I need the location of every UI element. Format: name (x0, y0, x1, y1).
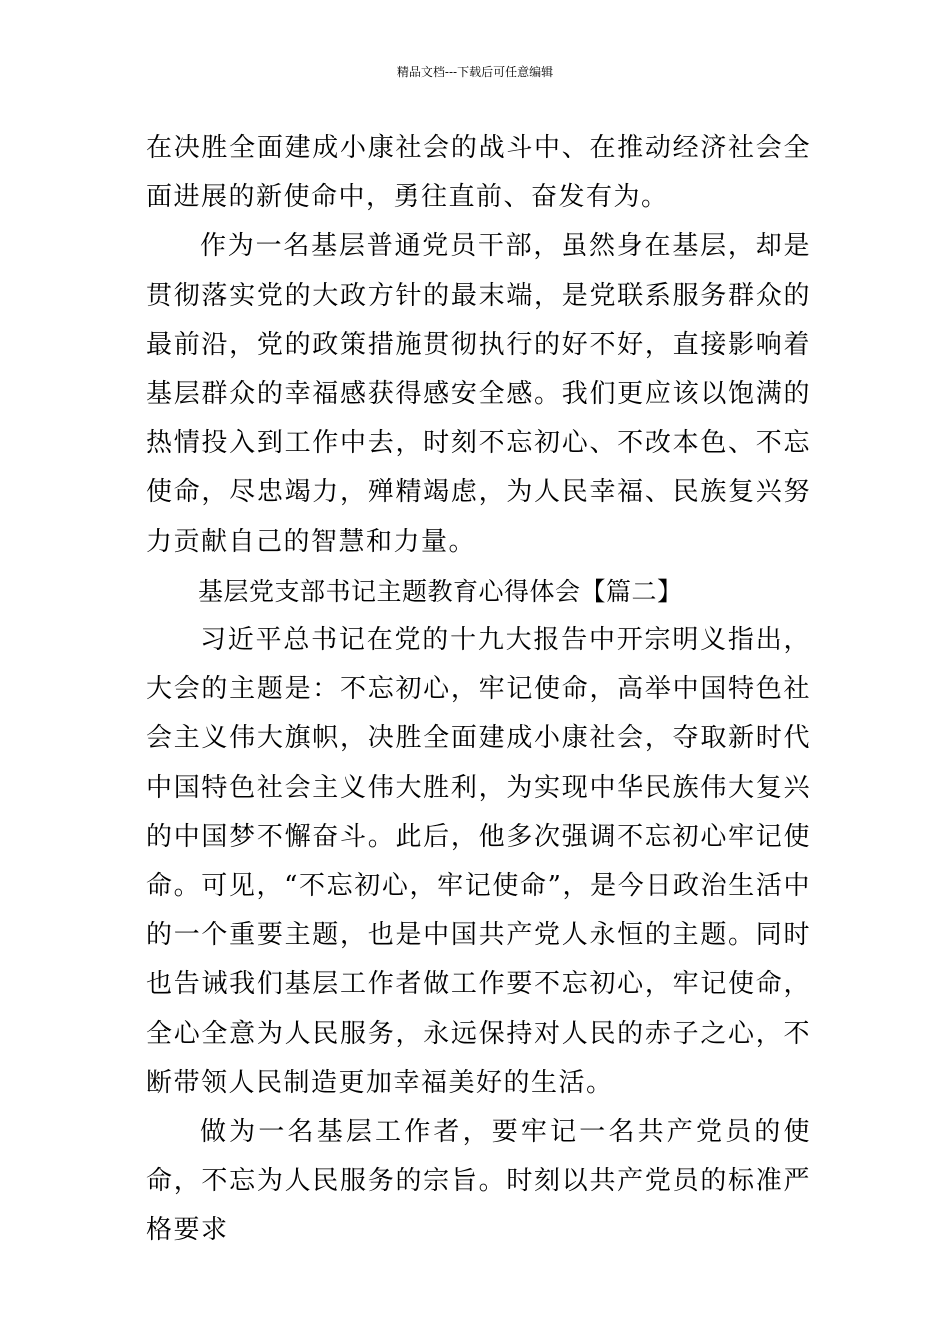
section-title: 基层党支部书记主题教育心得体会【篇二】 (198, 576, 683, 606)
paragraph-nineteenth-congress: 习近平总书记在党的十九大报告中开宗明义指出，大会的主题是：不忘初心，牢记使命，高举中国特色社会主义伟大旗帜，决胜全面建成小康社会，夺取新时代中国特色社会主义伟大胜利，为实现中华民族伟大复兴的中国梦不懈奋斗。此后，他多次强调不忘初心牢记使命。可见，“不忘初心，牢记使命”，是今日政治生活中的一个重要主题，也是中国共产党人永恒的主题。同时也告诫我们基层工作者做工作要不忘初心，牢记使命，全心全意为人民服务，永远保持对人民的赤子之心，不断带领人民制造更加幸福美好的生活。 (146, 625, 811, 1098)
paragraph-grassroots-worker: 做为一名基层工作者，要牢记一名共产党员的使命，不忘为人民服务的宗旨。时刻以共产党员的标准严格要求 (146, 1117, 811, 1246)
page-header: 精品文档---下载后可任意编辑 (396, 65, 554, 79)
paragraph-grassroots-cadre: 作为一名基层普通党员干部，虽然身在基层，却是贯彻落实党的大政方针的最末端，是党联系服务群众的最前沿，党的政策措施贯彻执行的好不好，直接影响着基层群众的幸福感获得感安全感。我们更应该以饱满的热情投入到工作中去，时刻不忘初心、不改本色、不忘使命，尽忠竭力，殚精竭虑，为人民幸福、民族复兴努力贡献自己的智慧和力量。 (146, 231, 811, 557)
paragraph-continuation: 在决胜全面建成小康社会的战斗中、在推动经济社会全面进展的新使命中，勇往直前、奋发有为。 (146, 133, 811, 213)
document-body (146, 124, 811, 1256)
